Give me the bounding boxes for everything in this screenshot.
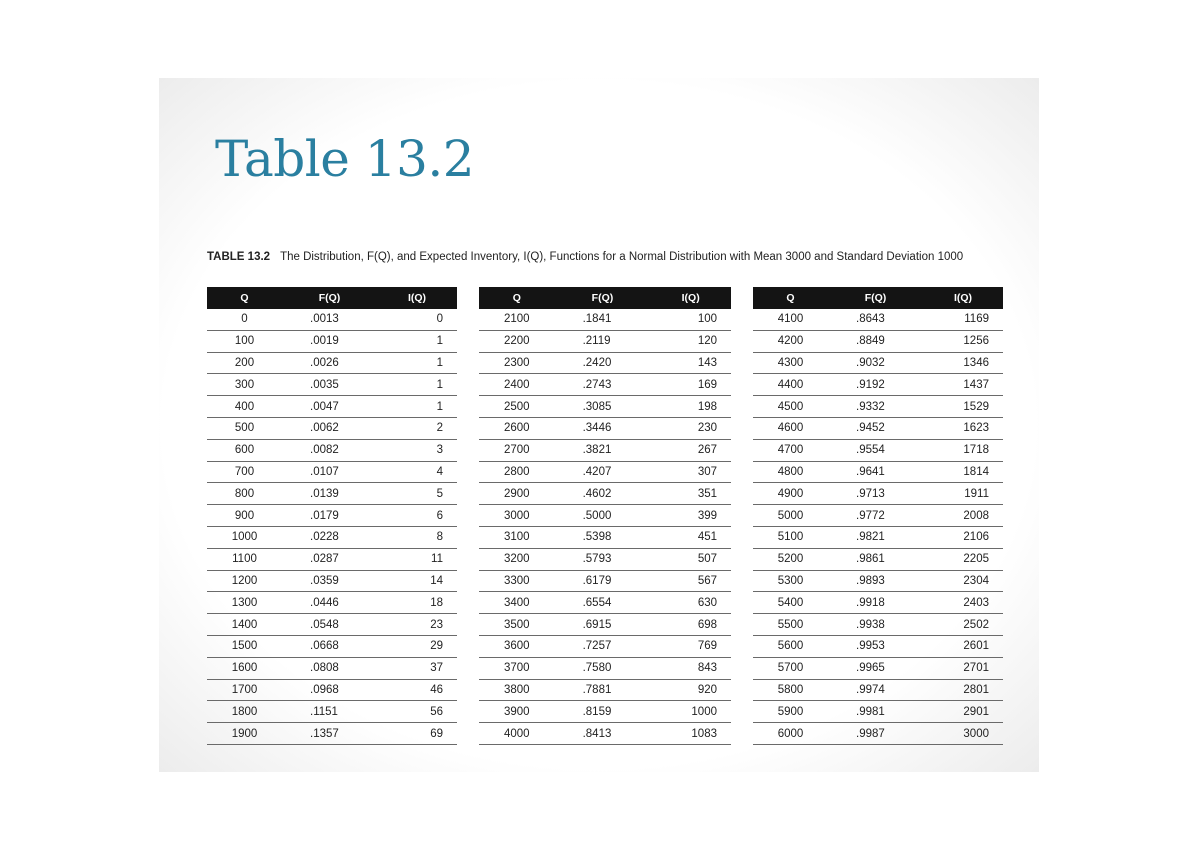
fq-cell: .9965 [828, 657, 923, 679]
iq-cell: 4 [377, 461, 457, 483]
iq-cell: 18 [377, 592, 457, 614]
fq-cell: .0968 [282, 679, 377, 701]
table-row [207, 614, 457, 636]
table-row [479, 352, 731, 374]
fq-cell: .0026 [282, 352, 377, 374]
table-caption [207, 250, 997, 264]
fq-cell: .0035 [282, 374, 377, 396]
q-cell: 1900 [207, 723, 282, 745]
q-cell: 200 [207, 352, 282, 374]
table-row [753, 526, 1003, 548]
q-cell: 4800 [753, 461, 828, 483]
iq-cell: 630 [650, 592, 731, 614]
table-row [753, 657, 1003, 679]
iq-cell: 8 [377, 526, 457, 548]
iq-cell: 399 [650, 505, 731, 527]
table-row [479, 396, 731, 418]
q-cell: 5600 [753, 635, 828, 657]
q-cell: 2300 [479, 352, 555, 374]
q-cell: 2800 [479, 461, 555, 483]
q-cell: 5200 [753, 548, 828, 570]
fq-cell: .0013 [282, 309, 377, 330]
caption-label: TABLE 13.2 [207, 251, 271, 263]
q-cell: 3400 [479, 592, 555, 614]
fq-cell: .4207 [555, 461, 651, 483]
table-row [753, 723, 1003, 745]
q-cell: 2100 [479, 309, 555, 330]
iq-cell: 230 [650, 417, 731, 439]
iq-cell: 143 [650, 352, 731, 374]
fq-cell: .4602 [555, 483, 651, 505]
fq-cell: .9974 [828, 679, 923, 701]
table-row [479, 439, 731, 461]
q-cell: 5300 [753, 570, 828, 592]
table-row [479, 505, 731, 527]
q-cell: 3700 [479, 657, 555, 679]
column-header: I(Q) [650, 287, 731, 309]
q-cell: 3600 [479, 635, 555, 657]
q-cell: 600 [207, 439, 282, 461]
q-cell: 4500 [753, 396, 828, 418]
table-row [753, 701, 1003, 723]
table-row [479, 679, 731, 701]
table-row [207, 309, 457, 330]
q-cell: 1000 [207, 526, 282, 548]
iq-cell: 23 [377, 614, 457, 636]
iq-cell: 1346 [923, 352, 1003, 374]
iq-cell: 2801 [923, 679, 1003, 701]
iq-cell: 3 [377, 439, 457, 461]
q-cell: 2700 [479, 439, 555, 461]
fq-cell: .6554 [555, 592, 651, 614]
column-header: Q [479, 287, 555, 309]
table-row [753, 505, 1003, 527]
table-row [207, 723, 457, 745]
table-row [479, 461, 731, 483]
table-row [207, 374, 457, 396]
iq-cell: 307 [650, 461, 731, 483]
table-panel-2 [479, 287, 731, 745]
iq-cell: 2304 [923, 570, 1003, 592]
table-row [753, 374, 1003, 396]
fq-cell: .2420 [555, 352, 651, 374]
fq-cell: .9821 [828, 526, 923, 548]
q-cell: 4200 [753, 330, 828, 352]
fq-cell: .9893 [828, 570, 923, 592]
table-header-row [207, 287, 457, 309]
fq-cell: .5398 [555, 526, 651, 548]
fq-cell: .3085 [555, 396, 651, 418]
iq-cell: 920 [650, 679, 731, 701]
q-cell: 500 [207, 417, 282, 439]
iq-cell: 698 [650, 614, 731, 636]
q-cell: 3000 [479, 505, 555, 527]
q-cell: 4300 [753, 352, 828, 374]
table-row [207, 679, 457, 701]
fq-cell: .0287 [282, 548, 377, 570]
q-cell: 2900 [479, 483, 555, 505]
table-row [207, 701, 457, 723]
iq-cell: 6 [377, 505, 457, 527]
q-cell: 1500 [207, 635, 282, 657]
iq-cell: 1437 [923, 374, 1003, 396]
q-cell: 5000 [753, 505, 828, 527]
caption-text: The Distribution, F(Q), and Expected Inventory, I(Q), Functions for a Normal Distribution with Mean 3000 and Standard Deviation 1000 [280, 251, 964, 263]
slide [159, 78, 1039, 772]
iq-cell: 198 [650, 396, 731, 418]
iq-cell: 46 [377, 679, 457, 701]
fq-cell: .8413 [555, 723, 651, 745]
fq-cell: .9641 [828, 461, 923, 483]
table-row [753, 592, 1003, 614]
table-header-row [479, 287, 731, 309]
table-row [753, 396, 1003, 418]
iq-cell: 5 [377, 483, 457, 505]
table-panel-3 [753, 287, 1003, 745]
q-cell: 1800 [207, 701, 282, 723]
q-cell: 5900 [753, 701, 828, 723]
table-row [753, 417, 1003, 439]
q-cell: 4100 [753, 309, 828, 330]
fq-cell: .7257 [555, 635, 651, 657]
q-cell: 2200 [479, 330, 555, 352]
q-cell: 4700 [753, 439, 828, 461]
table-row [753, 330, 1003, 352]
iq-cell: 2701 [923, 657, 1003, 679]
column-header: Q [207, 287, 282, 309]
iq-cell: 567 [650, 570, 731, 592]
iq-cell: 1529 [923, 396, 1003, 418]
q-cell: 5500 [753, 614, 828, 636]
table-row [207, 592, 457, 614]
fq-cell: .3446 [555, 417, 651, 439]
iq-cell: 1911 [923, 483, 1003, 505]
q-cell: 5800 [753, 679, 828, 701]
iq-cell: 37 [377, 657, 457, 679]
table-row [753, 309, 1003, 330]
iq-cell: 2008 [923, 505, 1003, 527]
q-cell: 6000 [753, 723, 828, 745]
table-header-row [753, 287, 1003, 309]
table-row [479, 483, 731, 505]
fq-cell: .9953 [828, 635, 923, 657]
iq-cell: 507 [650, 548, 731, 570]
fq-cell: .1151 [282, 701, 377, 723]
table-row [753, 635, 1003, 657]
q-cell: 3300 [479, 570, 555, 592]
column-header: F(Q) [828, 287, 923, 309]
q-cell: 100 [207, 330, 282, 352]
table-row [479, 635, 731, 657]
table-row [207, 657, 457, 679]
column-header: I(Q) [923, 287, 1003, 309]
table-row [753, 483, 1003, 505]
iq-cell: 2502 [923, 614, 1003, 636]
iq-cell: 169 [650, 374, 731, 396]
table-row [479, 592, 731, 614]
iq-cell: 1000 [650, 701, 731, 723]
q-cell: 2500 [479, 396, 555, 418]
iq-cell: 1 [377, 330, 457, 352]
q-cell: 300 [207, 374, 282, 396]
fq-cell: .0082 [282, 439, 377, 461]
table-row [207, 505, 457, 527]
iq-cell: 351 [650, 483, 731, 505]
iq-cell: 100 [650, 309, 731, 330]
fq-cell: .6179 [555, 570, 651, 592]
iq-cell: 11 [377, 548, 457, 570]
table-row [479, 330, 731, 352]
table-row [753, 439, 1003, 461]
q-cell: 3200 [479, 548, 555, 570]
table-row [207, 635, 457, 657]
iq-cell: 3000 [923, 723, 1003, 745]
fq-cell: .7580 [555, 657, 651, 679]
table-row [479, 701, 731, 723]
fq-cell: .9554 [828, 439, 923, 461]
fq-cell: .1841 [555, 309, 651, 330]
table-row [207, 526, 457, 548]
fq-cell: .0019 [282, 330, 377, 352]
fq-cell: .2119 [555, 330, 651, 352]
fq-cell: .0139 [282, 483, 377, 505]
iq-cell: 267 [650, 439, 731, 461]
fq-cell: .9192 [828, 374, 923, 396]
q-cell: 1700 [207, 679, 282, 701]
iq-cell: 769 [650, 635, 731, 657]
fq-cell: .0047 [282, 396, 377, 418]
q-cell: 3900 [479, 701, 555, 723]
table-row [753, 614, 1003, 636]
q-cell: 900 [207, 505, 282, 527]
iq-cell: 2205 [923, 548, 1003, 570]
q-cell: 400 [207, 396, 282, 418]
q-cell: 4400 [753, 374, 828, 396]
iq-cell: 2106 [923, 526, 1003, 548]
column-header: I(Q) [377, 287, 457, 309]
table-row [479, 548, 731, 570]
q-cell: 800 [207, 483, 282, 505]
iq-cell: 1083 [650, 723, 731, 745]
table-row [753, 548, 1003, 570]
q-cell: 1100 [207, 548, 282, 570]
iq-cell: 120 [650, 330, 731, 352]
table-row [479, 570, 731, 592]
q-cell: 4600 [753, 417, 828, 439]
table-row [479, 723, 731, 745]
iq-cell: 2 [377, 417, 457, 439]
iq-cell: 1169 [923, 309, 1003, 330]
q-cell: 3500 [479, 614, 555, 636]
q-cell: 1400 [207, 614, 282, 636]
fq-cell: .0359 [282, 570, 377, 592]
fq-cell: .8849 [828, 330, 923, 352]
fq-cell: .8643 [828, 309, 923, 330]
table-row [207, 483, 457, 505]
iq-cell: 1814 [923, 461, 1003, 483]
iq-cell: 451 [650, 526, 731, 548]
fq-cell: .0062 [282, 417, 377, 439]
iq-cell: 1 [377, 396, 457, 418]
iq-cell: 2901 [923, 701, 1003, 723]
iq-cell: 1256 [923, 330, 1003, 352]
column-header: F(Q) [282, 287, 377, 309]
iq-cell: 0 [377, 309, 457, 330]
slide-title: Table 13.2 [215, 130, 475, 188]
table-row [479, 526, 731, 548]
fq-cell: .8159 [555, 701, 651, 723]
fq-cell: .2743 [555, 374, 651, 396]
fq-cell: .9861 [828, 548, 923, 570]
table-row [479, 657, 731, 679]
iq-cell: 29 [377, 635, 457, 657]
q-cell: 4900 [753, 483, 828, 505]
q-cell: 1200 [207, 570, 282, 592]
fq-cell: .0668 [282, 635, 377, 657]
q-cell: 4000 [479, 723, 555, 745]
iq-cell: 1718 [923, 439, 1003, 461]
iq-cell: 69 [377, 723, 457, 745]
fq-cell: .0808 [282, 657, 377, 679]
q-cell: 3800 [479, 679, 555, 701]
fq-cell: .9332 [828, 396, 923, 418]
fq-cell: .9918 [828, 592, 923, 614]
fq-cell: .9032 [828, 352, 923, 374]
q-cell: 1300 [207, 592, 282, 614]
q-cell: 5100 [753, 526, 828, 548]
table-row [207, 396, 457, 418]
fq-cell: .9938 [828, 614, 923, 636]
table-row [207, 548, 457, 570]
table-row [479, 374, 731, 396]
table-row [207, 439, 457, 461]
table-row [479, 417, 731, 439]
q-cell: 2600 [479, 417, 555, 439]
fq-cell: .6915 [555, 614, 651, 636]
fq-cell: .9452 [828, 417, 923, 439]
table-row [479, 614, 731, 636]
fq-cell: .0446 [282, 592, 377, 614]
iq-cell: 2601 [923, 635, 1003, 657]
table-panel-1 [207, 287, 457, 745]
table-row [479, 309, 731, 330]
fq-cell: .9987 [828, 723, 923, 745]
iq-cell: 1 [377, 352, 457, 374]
fq-cell: .0548 [282, 614, 377, 636]
q-cell: 5400 [753, 592, 828, 614]
column-header: F(Q) [555, 287, 651, 309]
fq-cell: .9981 [828, 701, 923, 723]
iq-cell: 56 [377, 701, 457, 723]
fq-cell: .0228 [282, 526, 377, 548]
fq-cell: .9772 [828, 505, 923, 527]
table-row [753, 570, 1003, 592]
fq-cell: .9713 [828, 483, 923, 505]
table-row [753, 461, 1003, 483]
q-cell: 1600 [207, 657, 282, 679]
table-row [207, 417, 457, 439]
fq-cell: .5000 [555, 505, 651, 527]
iq-cell: 843 [650, 657, 731, 679]
fq-cell: .0179 [282, 505, 377, 527]
column-header: Q [753, 287, 828, 309]
fq-cell: .7881 [555, 679, 651, 701]
table-row [753, 679, 1003, 701]
fq-cell: .0107 [282, 461, 377, 483]
iq-cell: 2403 [923, 592, 1003, 614]
q-cell: 3100 [479, 526, 555, 548]
iq-cell: 1 [377, 374, 457, 396]
fq-cell: .5793 [555, 548, 651, 570]
table-row [207, 330, 457, 352]
q-cell: 700 [207, 461, 282, 483]
table-row [207, 570, 457, 592]
fq-cell: .1357 [282, 723, 377, 745]
fq-cell: .3821 [555, 439, 651, 461]
table-row [753, 352, 1003, 374]
iq-cell: 14 [377, 570, 457, 592]
table-row [207, 352, 457, 374]
q-cell: 2400 [479, 374, 555, 396]
table-row [207, 461, 457, 483]
iq-cell: 1623 [923, 417, 1003, 439]
q-cell: 5700 [753, 657, 828, 679]
q-cell: 0 [207, 309, 282, 330]
